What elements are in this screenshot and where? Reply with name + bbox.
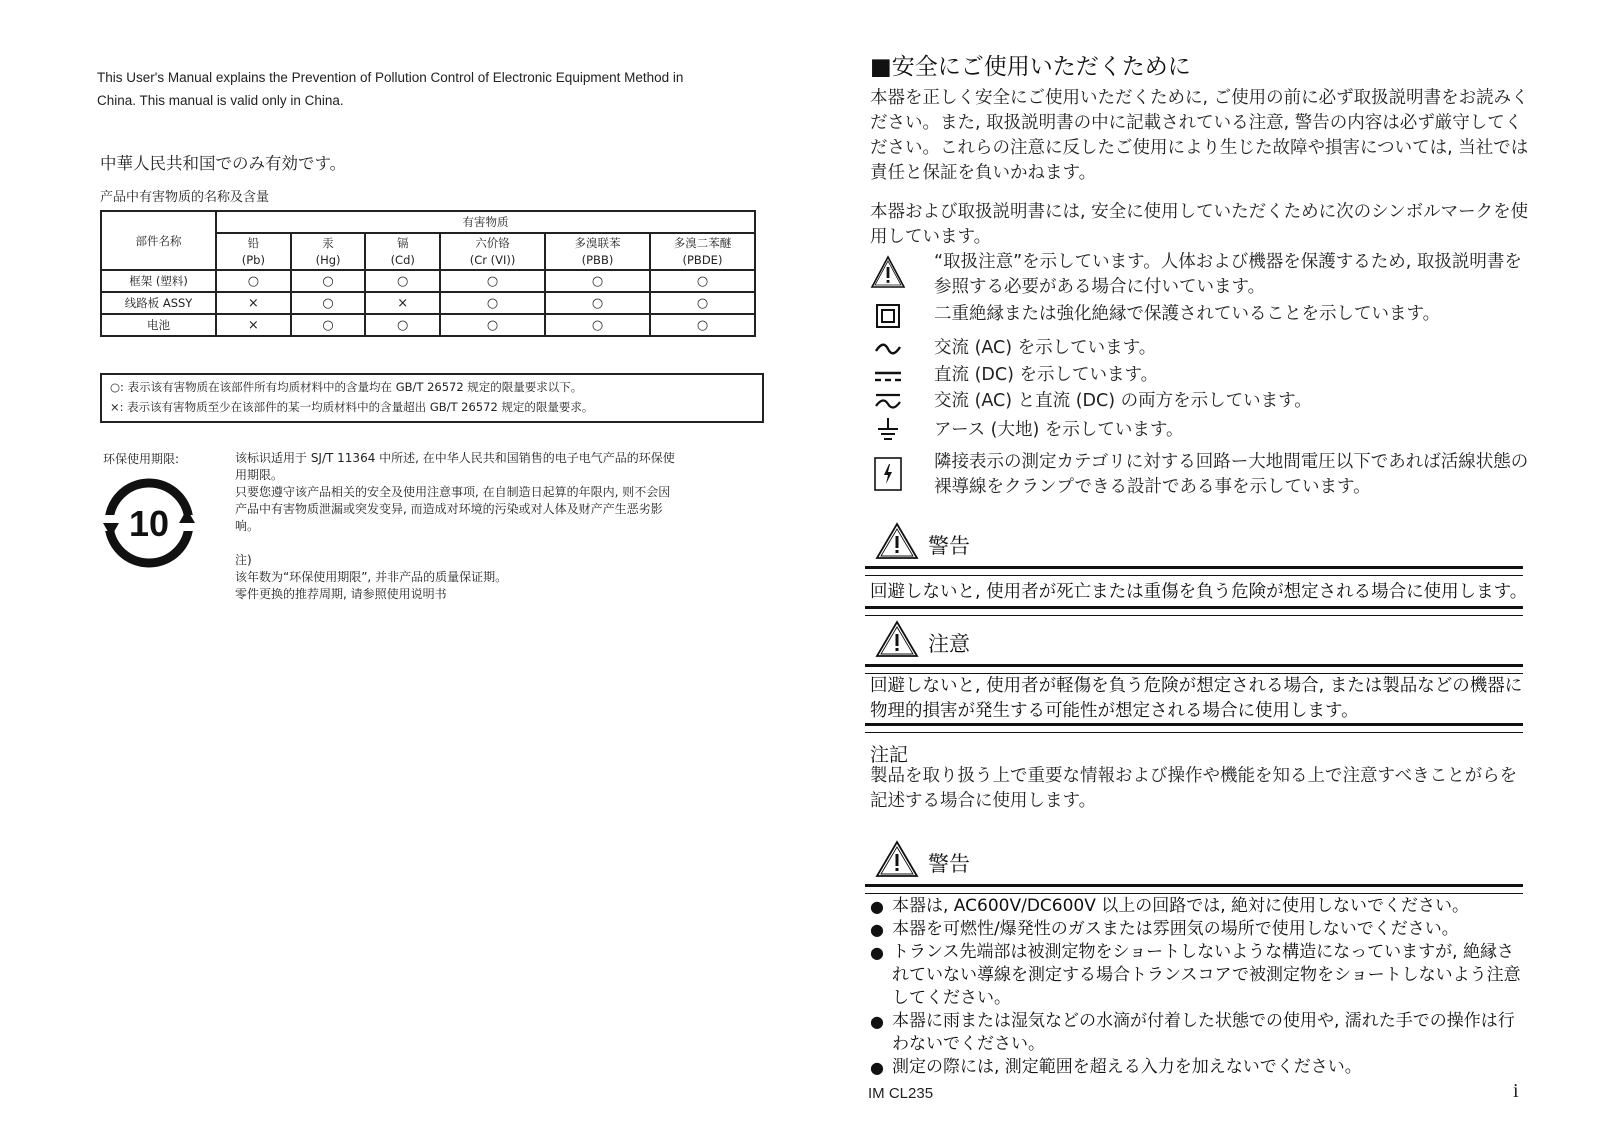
symbol-row: アース (大地) を示しています。 xyxy=(870,418,1550,444)
value-cell: ○ xyxy=(365,314,440,336)
value-cell: ○ xyxy=(440,270,545,292)
value-cell: ○ xyxy=(545,270,650,292)
value-cell: × xyxy=(365,292,440,314)
value-cell: ○ xyxy=(545,314,650,336)
value-cell: × xyxy=(216,292,291,314)
note-description: 製品を取り扱う上で重要な情報および操作や機能を知る上で注意すべきことがらを記述する場合に使用します。 xyxy=(870,766,1518,811)
double-insulation-icon xyxy=(870,298,906,334)
column-header: 多溴二苯醚 (PBDE) xyxy=(650,233,755,270)
table-row xyxy=(101,314,755,336)
value-cell: ○ xyxy=(440,292,545,314)
english-validity-note: This User's Manual explains the Prevention of Pollution Control of Electronic Equipment Method in China. This manual is valid only in China. xyxy=(97,70,684,108)
env-period-text: 该标识适用于 SJ/T 11364 中所述, 在中华人民共和国销售的电子电气产品的环保使用期限。 只要您遵守该产品相关的安全及使用注意事项, 在自制造日起算的年限内, 则不会因产品中有害物质泄漏或突发变异, 而造成对环境的污染或对人体及财产产生恶劣影响。 注) 该年数为“环保使用期限”, 并非产品的质量保证期。 零件更换的推荐周期, 请参照使用说明书 xyxy=(235,451,675,601)
page-number: i xyxy=(1513,1080,1519,1102)
value-cell: ○ xyxy=(291,270,366,292)
legend-circle: ○: 表示该有害物质在该部件所有均质材料中的含量均在 GB/T 26572 规定的限量要求以下。 xyxy=(110,380,583,394)
symbol-row: “取扱注意”を示しています。人体および機器を保護するため, 取扱説明書を参照する必要がある場合に付いています。 xyxy=(870,250,1550,300)
live-conductor-icon xyxy=(870,456,906,492)
part-name-header: 部件名称 xyxy=(101,211,216,270)
value-cell: ○ xyxy=(291,314,366,336)
value-cell: ○ xyxy=(650,292,755,314)
value-cell: ○ xyxy=(440,314,545,336)
column-header: 铅 (Pb) xyxy=(216,233,291,270)
symbol-row: 二重絶縁または強化絶縁で保護されていることを示しています。 xyxy=(870,302,1550,330)
list-item: ● 測定の際には, 測定範囲を超える入力を加えないでください。 xyxy=(870,1056,1530,1079)
env-period-label: 环保使用期限: xyxy=(103,452,180,466)
warning-triangle-icon xyxy=(875,522,919,564)
env-protection-period-logo-icon xyxy=(101,475,197,571)
symbol-row: 交流 (AC) と直流 (DC) の両方を示しています。 xyxy=(870,389,1550,415)
note-heading: 注記 xyxy=(870,744,909,766)
list-item: ● 本器は, AC600V/DC600V 以上の回路では, 絶対に使用しないでください。 xyxy=(870,895,1530,918)
warning-list xyxy=(870,895,1530,1079)
column-header: 多溴联苯 (PBB) xyxy=(545,233,650,270)
column-header: 汞 (Hg) xyxy=(291,233,366,270)
part-cell: 线路板 ASSY xyxy=(101,292,216,314)
symbol-row: 直流 (DC) を示しています。 xyxy=(870,363,1550,389)
value-cell: ○ xyxy=(545,292,650,314)
divider xyxy=(865,723,1523,733)
legend-cross: ×: 表示该有害物质至少在该部件的某一均质材料中的含量超出 GB/T 26572 规定的限量要求。 xyxy=(110,400,594,414)
warning-triangle-icon xyxy=(875,840,919,882)
table-legend xyxy=(100,373,764,423)
manual-code: IM CL235 xyxy=(868,1085,934,1102)
warning-description: 回避しないと, 使用者が死亡または重傷を負う危険が想定される場合に使用します。 xyxy=(870,582,1528,602)
hazardous-table-title: 产品中有害物质的名称及含量 xyxy=(100,190,270,205)
warning-heading-2: 警告 xyxy=(870,840,1170,880)
value-cell: ○ xyxy=(216,270,291,292)
caution-triangle-icon xyxy=(870,254,906,290)
symbol-row: 隣接表示の測定カテゴリに対する回路ー大地間電圧以下であれば活線状態の裸導線をクランプできる設計である事を示しています。 xyxy=(870,450,1550,500)
symbol-intro-paragraph: 本器および取扱説明書には, 安全に使用していただくために次のシンボルマークを使用しています。 xyxy=(870,202,1529,247)
caution-triangle-icon xyxy=(875,620,919,662)
safety-intro-paragraph: 本器を正しく安全にご使用いただくために, ご使用の前に必ず取扱説明書をお読みください。また, 取扱説明書の中に記載されている注意, 警告の内容は必ず厳守してください。これらの注意に反したご使用により生じた故障や損害については, 当社では責任と保証を負いかねます。 xyxy=(870,88,1529,183)
divider xyxy=(865,664,1523,674)
symbol-row: 交流 (AC) を示しています。 xyxy=(870,336,1550,362)
column-header: 镉 (Cd) xyxy=(365,233,440,270)
list-item: ● トランス先端部は被測定物をショートしないような構造になっていますが, 絶縁されていない導線を測定する場合トランスコアで被測定物をショートしないよう注意してください。 xyxy=(870,941,1530,1010)
caution-heading: 注意 xyxy=(870,620,1170,660)
list-item: ● 本器に雨または湿気などの水滴が付着した状態での使用や, 濡れた手での操作は行わないでください。 xyxy=(870,1010,1530,1056)
value-cell: ○ xyxy=(291,292,366,314)
safety-title: ■安全にご使用いただくために xyxy=(870,54,1191,80)
earth-ground-icon xyxy=(870,412,906,448)
table-row xyxy=(101,270,755,292)
value-cell: ○ xyxy=(365,270,440,292)
part-cell: 电池 xyxy=(101,314,216,336)
env-logo-number: 10 xyxy=(128,503,170,544)
warning-heading: 警告 xyxy=(870,522,1170,562)
list-item: ● 本器を可燃性/爆発性のガスまたは雰囲気の場所で使用しないでください。 xyxy=(870,918,1530,941)
divider xyxy=(865,606,1523,616)
value-cell: × xyxy=(216,314,291,336)
hazardous-substances-table xyxy=(100,210,756,337)
japanese-validity-note: 中華人民共和国でのみ有効です。 xyxy=(100,154,347,173)
substance-header: 有害物质 xyxy=(216,211,755,233)
column-header: 六价铬 (Cr (VI)) xyxy=(440,233,545,270)
value-cell: ○ xyxy=(650,314,755,336)
divider xyxy=(865,566,1523,576)
divider xyxy=(865,884,1523,894)
part-cell: 框架 (塑料) xyxy=(101,270,216,292)
value-cell: ○ xyxy=(650,270,755,292)
table-row xyxy=(101,292,755,314)
caution-description: 回避しないと, 使用者が軽傷を負う危険が想定される場合, または製品などの機器に物理的損害が発生する可能性が想定される場合に使用します。 xyxy=(870,676,1523,721)
